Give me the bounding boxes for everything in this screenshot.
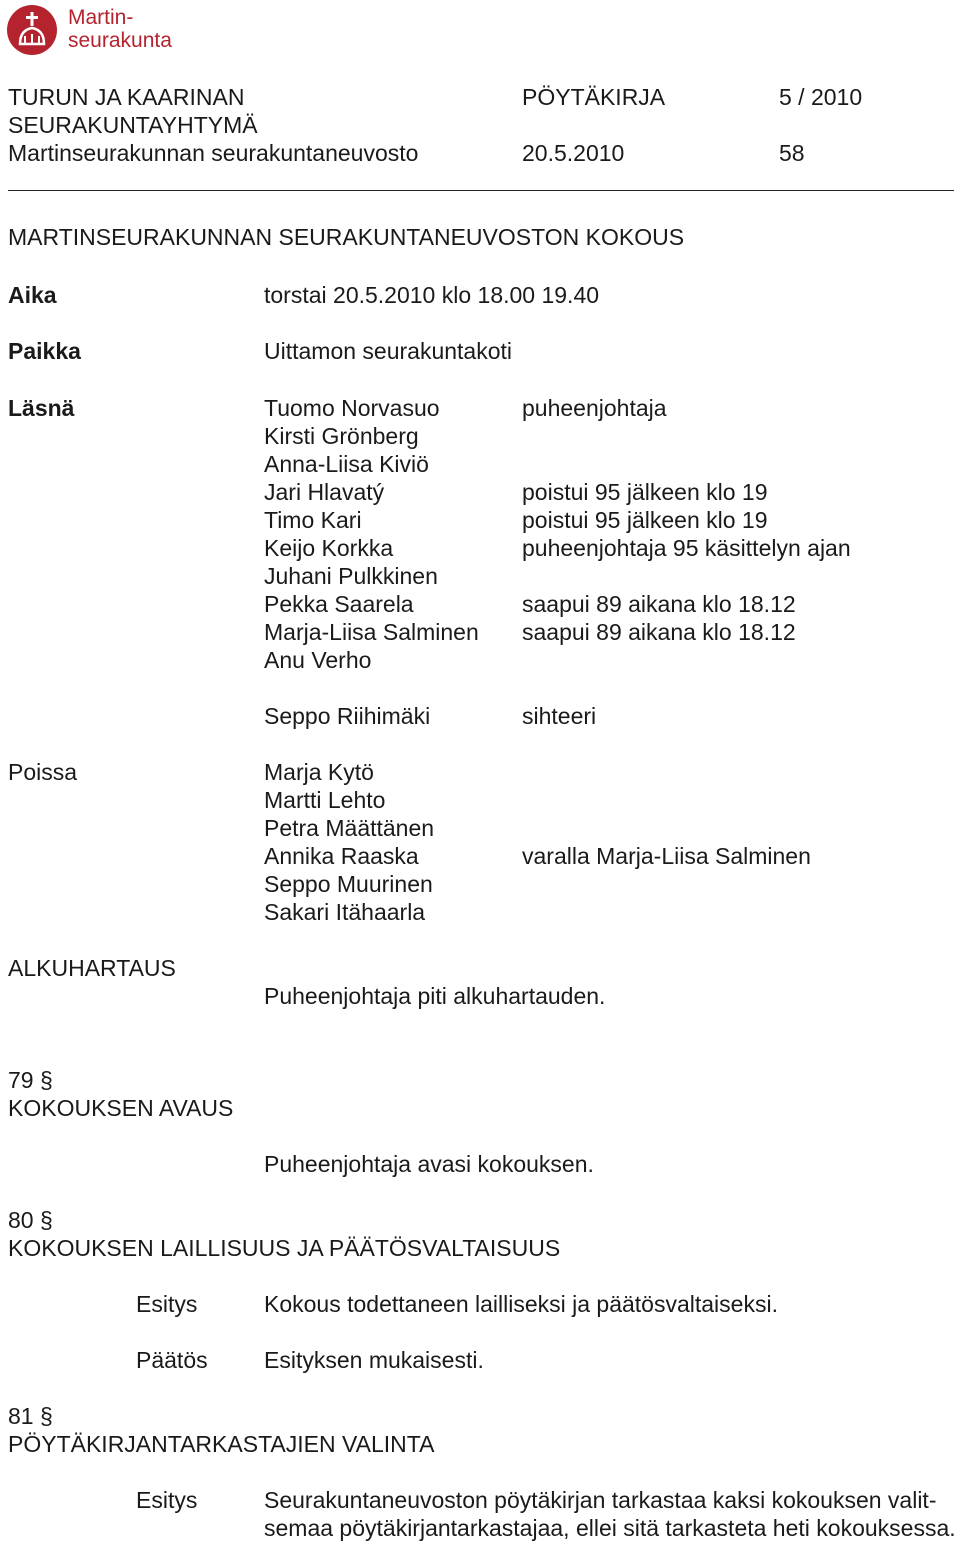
proposal-label: Esitys	[136, 1487, 198, 1513]
section-number-value: 81	[8, 1403, 34, 1429]
section-text: Puheenjohtaja avasi kokouksen.	[264, 1151, 594, 1177]
org-name-line-1: TURUN JA KAARINAN	[8, 84, 245, 110]
time-value: torstai 20.5.2010 klo 18.00 19.40	[264, 282, 600, 308]
section-title: KOKOUKSEN LAILLISUUS JA PÄÄTÖSVALTAISUUS	[8, 1235, 561, 1261]
proposal-label: Esitys	[136, 1291, 198, 1317]
present-member-name: Kirsti Grönberg	[264, 423, 419, 449]
present-member-note: puheenjohtaja	[522, 395, 667, 421]
section-number	[8, 1402, 53, 1430]
logo-line-1: Martin-	[68, 6, 134, 29]
logo-wordmark	[68, 6, 172, 52]
present-member-name: Timo Kari	[264, 507, 362, 533]
present-member-note: saapui 89 aikana klo 18.12	[522, 591, 796, 617]
page-number: 58	[779, 140, 805, 166]
church-cross-logo-icon	[6, 4, 58, 56]
time-label: Aika	[8, 282, 57, 308]
absent-member-note: varalla Marja-Liisa Salminen	[522, 843, 811, 869]
section-number-value: 79	[8, 1067, 34, 1093]
absent-member-name: Marja Kytö	[264, 759, 374, 785]
section-title: KOKOUKSEN AVAUS	[8, 1095, 234, 1121]
absent-member-name: Sakari Itähaarla	[264, 899, 426, 925]
present-member-name: Anu Verho	[264, 647, 372, 673]
document-type: PÖYTÄKIRJA	[522, 84, 666, 110]
secretary-role: sihteeri	[522, 703, 597, 729]
present-member-name: Tuomo Norvasuo	[264, 395, 440, 421]
section-title: PÖYTÄKIRJANTARKASTAJIEN VALINTA	[8, 1431, 435, 1457]
section-sign-icon: §	[39, 1403, 53, 1429]
absent-label: Poissa	[8, 759, 78, 785]
document-title: MARTINSEURAKUNNAN SEURAKUNTANEUVOSTON KOKOUS	[8, 224, 685, 250]
governing-body-name: Martinseurakunnan seurakuntaneuvosto	[8, 140, 419, 166]
present-member-name: Anna-Liisa Kiviö	[264, 451, 429, 477]
present-member-name: Jari Hlavatý	[264, 479, 385, 505]
present-member-note: poistui 95 jälkeen klo 19	[522, 479, 768, 505]
present-member-note: poistui 95 jälkeen klo 19	[522, 507, 768, 533]
proposal-text-line-2: semaa pöytäkirjantarkastajaa, ellei sitä tarkasteta heti kokouksessa.	[264, 1515, 956, 1541]
section-number-value: 80	[8, 1207, 34, 1233]
proposal-text: Kokous todettaneen lailliseksi ja päätösvaltaiseksi.	[264, 1291, 778, 1317]
header-divider	[8, 190, 954, 191]
section-sign-icon: §	[39, 1067, 53, 1093]
org-name-line-2: SEURAKUNTAYHTYMÄ	[8, 112, 258, 138]
present-member-name: Juhani Pulkkinen	[264, 563, 438, 589]
present-label: Läsnä	[8, 395, 75, 421]
meeting-date: 20.5.2010	[522, 140, 625, 166]
present-member-name: Pekka Saarela	[264, 591, 414, 617]
present-member-name: Marja-Liisa Salminen	[264, 619, 479, 645]
section-sign-icon: §	[39, 1207, 53, 1233]
decision-text: Esityksen mukaisesti.	[264, 1347, 484, 1373]
organization-logo	[6, 4, 186, 56]
section-number	[8, 1066, 53, 1094]
opening-text: Puheenjohtaja piti alkuhartauden.	[264, 983, 606, 1009]
present-member-name: Keijo Korkka	[264, 535, 394, 561]
place-value: Uittamon seurakuntakoti	[264, 338, 513, 364]
opening-label: ALKUHARTAUS	[8, 955, 176, 981]
logo-line-2: seurakunta	[68, 29, 172, 52]
place-label: Paikka	[8, 338, 81, 364]
section-number	[8, 1206, 53, 1234]
absent-member-name: Seppo Muurinen	[264, 871, 433, 897]
document-number: 5 / 2010	[779, 84, 863, 110]
present-member-note: saapui 89 aikana klo 18.12	[522, 619, 796, 645]
decision-label: Päätös	[136, 1347, 208, 1373]
absent-member-name: Annika Raaska	[264, 843, 419, 869]
absent-member-name: Petra Määttänen	[264, 815, 435, 841]
secretary-name: Seppo Riihimäki	[264, 703, 431, 729]
absent-member-name: Martti Lehto	[264, 787, 386, 813]
present-member-note: puheenjohtaja 95 käsittelyn ajan	[522, 535, 851, 561]
proposal-text-line-1: Seurakuntaneuvoston pöytäkirjan tarkastaa kaksi kokouksen valit-	[264, 1487, 937, 1513]
